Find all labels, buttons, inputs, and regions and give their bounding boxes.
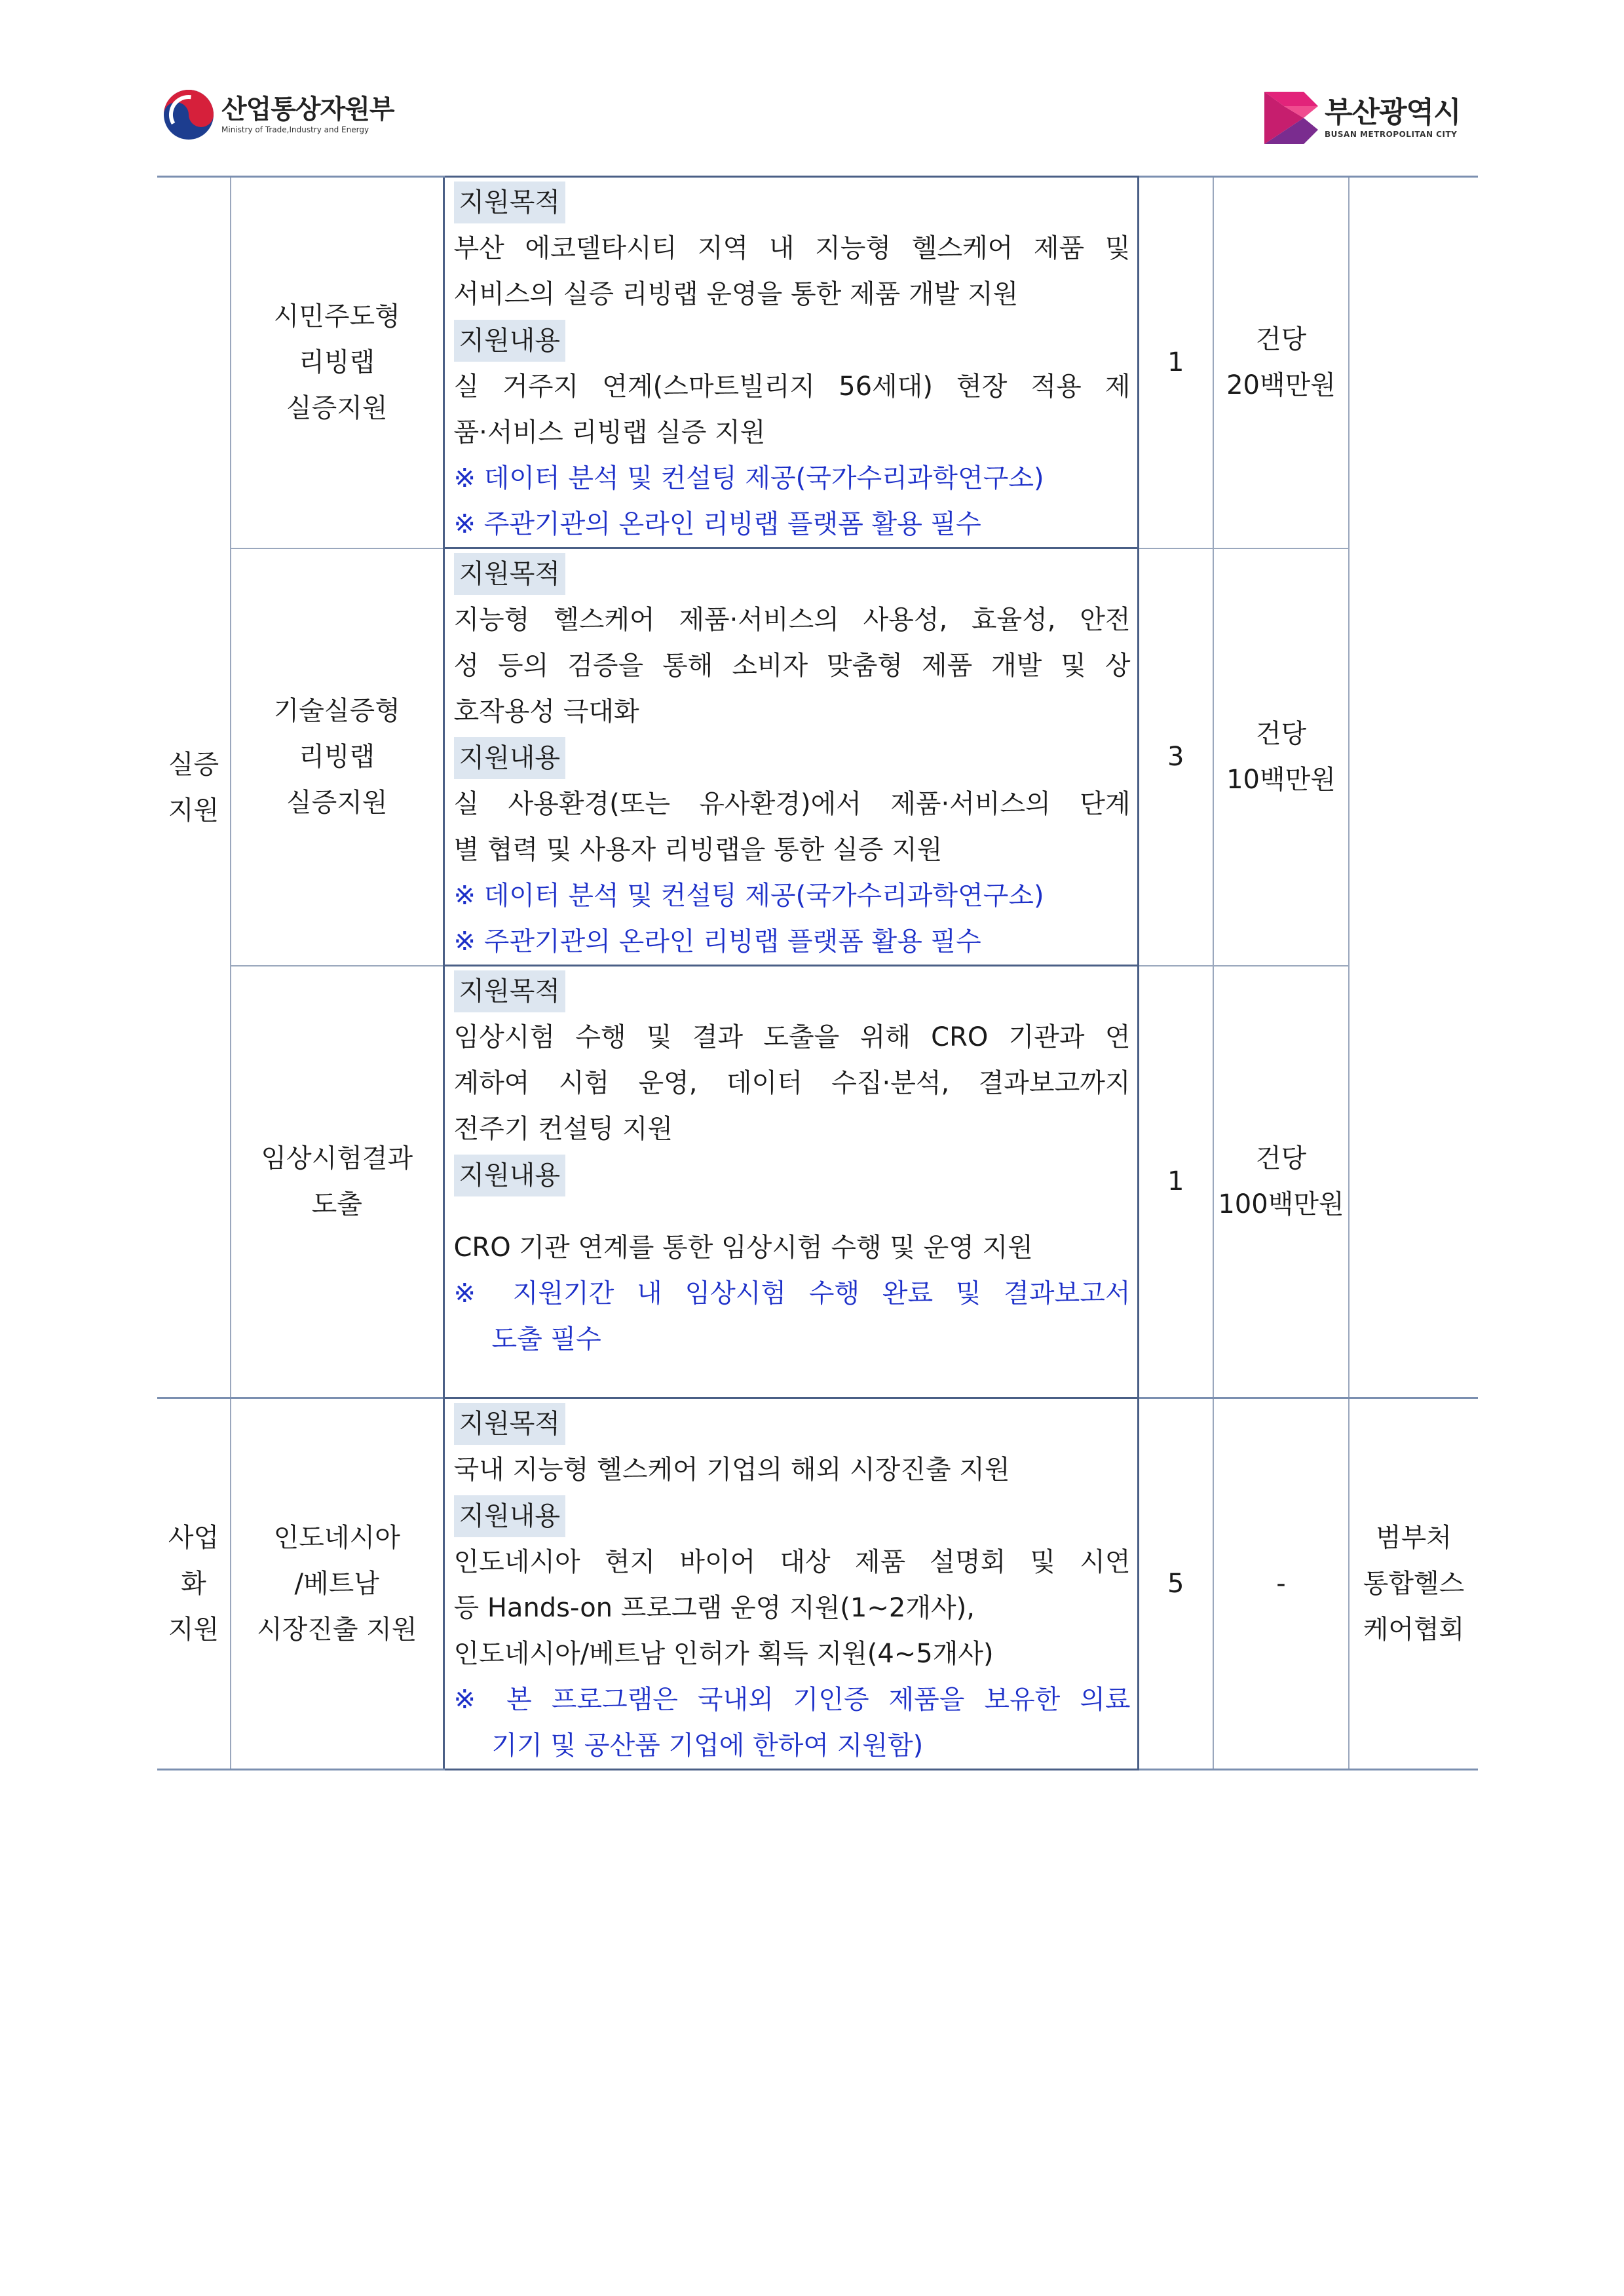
category-line: 지원 [168,1615,219,1645]
ministry-name-en: Ministry of Trade,Industry and Energy [221,125,369,134]
note-line: ※ 주관기관의 온라인 리빙랩 플랫폼 활용 필수 [453,509,981,539]
content-line: 등 Hands-on 프로그램 운영 지원(1~2개사), [453,1593,975,1623]
content-line: 실 사용환경(또는 유사환경)에서 제품·서비스의 단계 [453,789,1131,819]
program-line: 실증지원 [286,393,388,424]
program-line: 인도네시아 [273,1523,400,1553]
note-line: 기기 및 공산품 기업에 한하여 지원함) [491,1731,924,1761]
busan-name-en: BUSAN METROPOLITAN CITY [1325,130,1458,139]
table-row [157,1398,1478,1770]
description-cell [444,548,1138,966]
amount-line: 10백만원 [1226,765,1336,795]
table-row [157,177,1478,548]
program-cell [231,177,444,548]
program-cell [231,1398,444,1770]
count-cell: 3 [1138,548,1213,966]
note-line: ※ 지원기간 내 임상시험 수행 완료 및 결과보고서 [453,1278,1131,1309]
amount-cell [1213,548,1349,966]
note-line: ※ 데이터 분석 및 컨설팅 제공(국가수리과학연구소) [453,881,1044,911]
program-line: 기술실증형 [273,696,400,726]
amount-line: 건당 [1255,719,1307,749]
program-cell [231,548,444,966]
content-line: CRO 기관 연계를 통한 임상시험 수행 및 운영 지원 [453,1233,1033,1263]
amount-line: 건당 [1255,1143,1307,1174]
content-label: 지원내용 [454,320,566,362]
category-cell [157,177,231,1398]
amount-cell: - [1213,1398,1349,1770]
category-line: 실증 [168,749,219,780]
program-line: 시민주도형 [273,301,400,332]
purpose-label: 지원목적 [454,1403,566,1445]
purpose-line: 임상시험 수행 및 결과 도출을 위해 CRO 기관과 연 [453,1022,1131,1052]
taegeuk-icon [162,88,215,141]
purpose-line: 호작용성 극대화 [453,697,639,727]
count-cell: 5 [1138,1398,1213,1770]
program-line: 실증지원 [286,788,388,818]
busan-name: 부산광역시 [1325,96,1461,129]
purpose-line: 부산 에코델타시티 지역 내 지능형 헬스케어 제품 및 [453,233,1131,263]
purpose-line: 성 등의 검증을 통해 소비자 맞춤형 제품 개발 및 상 [453,651,1131,681]
category-cell [157,1398,231,1770]
description-cell [444,966,1138,1398]
note-line: ※ 데이터 분석 및 컨설팅 제공(국가수리과학연구소) [453,463,1044,493]
note-line: ※ 주관기관의 온라인 리빙랩 플랫폼 활용 필수 [453,927,981,957]
content-label: 지원내용 [454,1495,566,1537]
content-line: 실 거주지 연계(스마트빌리지 56세대) 현장 적용 제 [453,372,1131,402]
content-label: 지원내용 [454,737,566,779]
organization-line: 케어협회 [1363,1615,1465,1645]
program-line: 시장진출 지원 [256,1615,417,1645]
content-line: 별 협력 및 사용자 리빙랩을 통한 실증 지원 [453,835,943,865]
purpose-line: 계하여 시험 운영, 데이터 수집·분석, 결과보고까지 [453,1068,1131,1098]
amount-cell [1213,177,1349,548]
content-line: 인도네시아/베트남 인허가 획득 지원(4~5개사) [453,1639,994,1669]
ministry-name: 산업통상자원부 [221,94,394,124]
busan-logo [1264,92,1461,144]
purpose-line: 전주기 컨설팅 지원 [453,1114,673,1144]
amount-line: 100백만원 [1218,1189,1344,1220]
count-cell: 1 [1138,177,1213,548]
note-line: 도출 필수 [491,1324,601,1354]
amount-cell [1213,966,1349,1398]
description-cell [444,1398,1138,1770]
organization-cell [1349,1398,1478,1770]
organization-line: 통합헬스 [1363,1569,1465,1599]
purpose-line: 지능형 헬스케어 제품·서비스의 사용성, 효율성, 안전 [453,605,1131,635]
description-cell [444,177,1138,548]
program-line: 도출 [311,1189,362,1220]
table-row [157,966,1478,1398]
amount-line: 건당 [1255,324,1307,355]
table-row [157,548,1478,966]
content-label: 지원내용 [454,1155,566,1196]
ministry-logo [162,88,394,141]
category-line: 지원 [168,795,219,826]
purpose-label: 지원목적 [454,182,566,223]
organization-line: 범부처 [1376,1523,1452,1553]
program-line: 임상시험결과 [261,1143,413,1174]
purpose-line: 국내 지능형 헬스케어 기업의 해외 시장진출 지원 [453,1455,1010,1485]
spacer [454,1198,1131,1225]
category-line: 사업 [168,1523,219,1553]
content-line: 인도네시아 현지 바이어 대상 제품 설명회 및 시연 [453,1547,1131,1577]
program-cell [231,966,444,1398]
note-line: ※ 본 프로그램은 국내외 기인증 제품을 보유한 의료 [453,1685,1131,1715]
count-cell: 1 [1138,966,1213,1398]
purpose-label: 지원목적 [454,970,566,1012]
amount-line: 20백만원 [1226,370,1336,401]
purpose-line: 서비스의 실증 리빙랩 운영을 통한 제품 개발 지원 [453,279,1019,309]
busan-mark-icon [1264,92,1318,144]
organization-cell [1349,177,1478,1398]
program-line: 리빙랩 [299,742,375,772]
program-line: 리빙랩 [299,347,375,378]
support-program-table [157,176,1478,1770]
category-line: 화 [181,1569,206,1599]
purpose-label: 지원목적 [454,553,566,595]
content-line: 품·서비스 리빙랩 실증 지원 [453,417,766,448]
program-line: /베트남 [294,1569,379,1599]
